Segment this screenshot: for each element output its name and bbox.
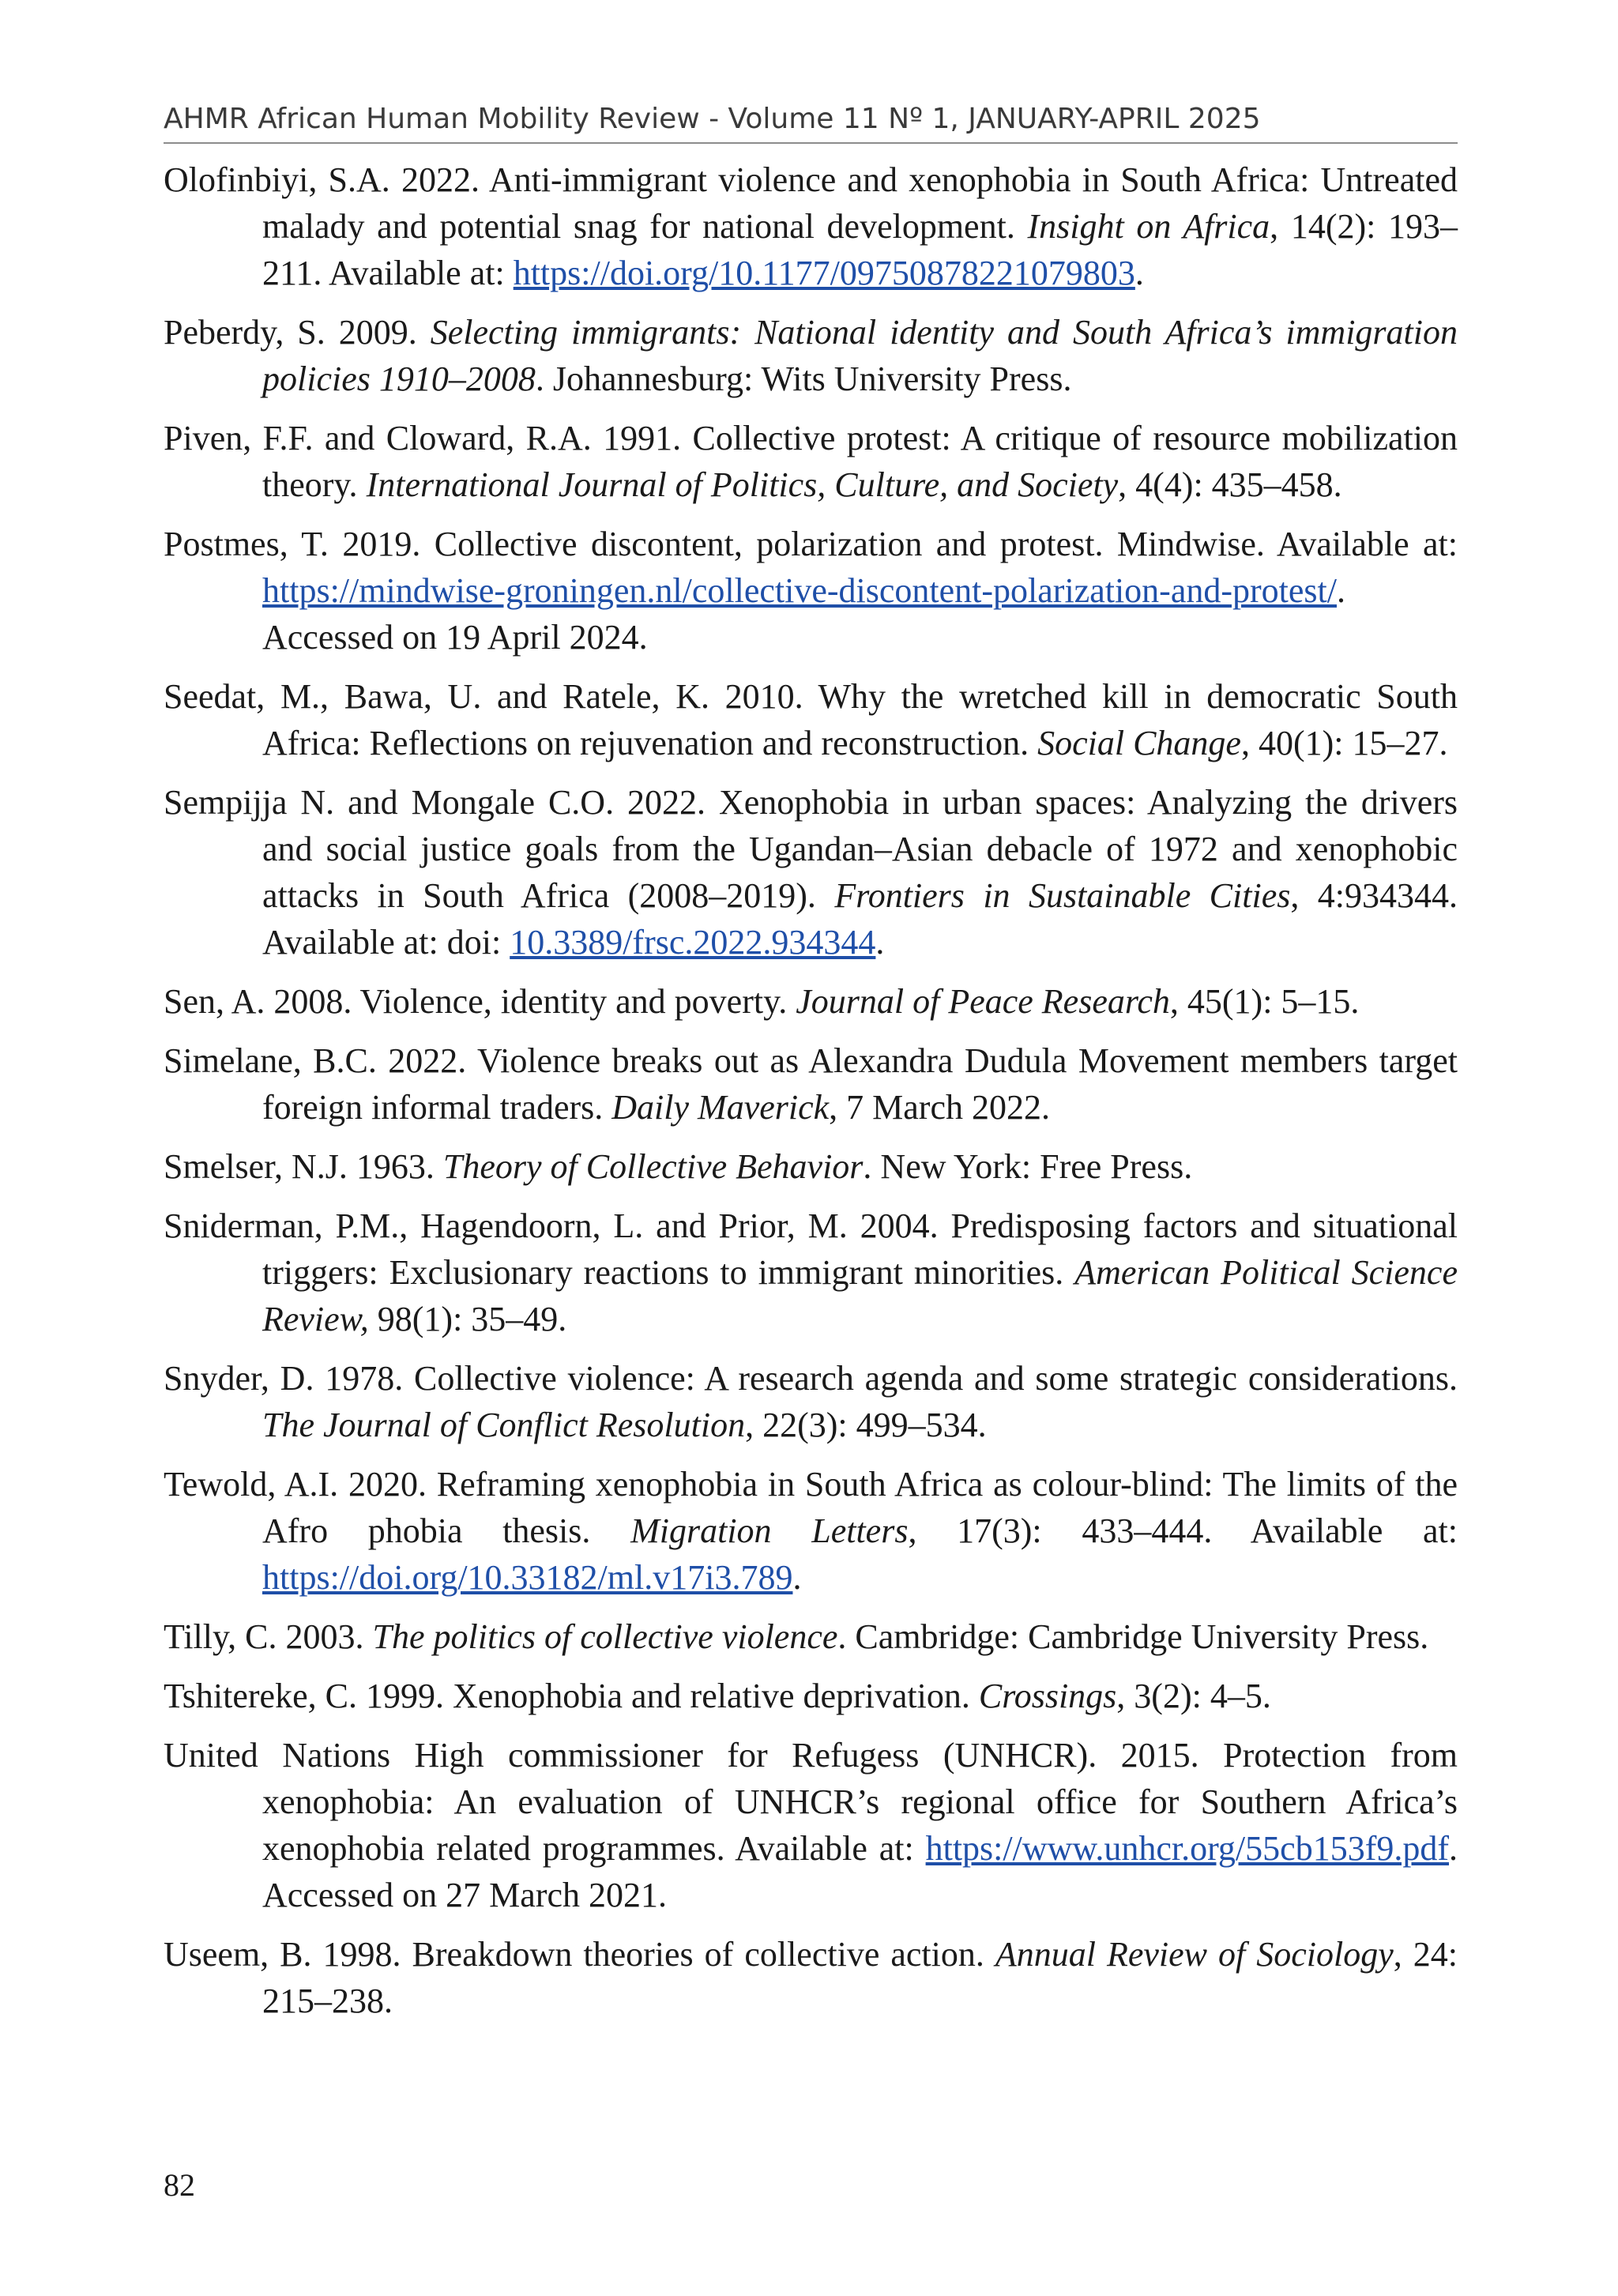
reference-details: , 3(2): 4–5. xyxy=(1116,1677,1271,1715)
reference-details: . Johannesburg: Wits University Press. xyxy=(535,359,1072,398)
reference-text: Sen, A. 2008. Violence, identity and poverty. xyxy=(164,982,796,1021)
reference-text: United Nations High commissioner for Refugess (UNHCR). 2015. Protection from xenophobia: An evaluation of UNHCR’s regional office for Southern Africa’s xenophobia related programmes. Available at: xyxy=(164,1736,1458,1868)
reference-olofinbiyi-2022 xyxy=(164,156,1458,296)
reference-journal: Insight on Africa xyxy=(1027,207,1270,246)
reference-text: Sniderman, P.M., Hagendoorn, L. and Prior, M. 2004. Predisposing factors and situational triggers: Exclusionary reactions to immigrant minorities. xyxy=(164,1206,1458,1292)
reference-peberdy-2009 xyxy=(164,309,1458,402)
reference-end: . xyxy=(1134,254,1144,292)
running-header: AHMR African Human Mobility Review - Volume 11 Nº 1, JANUARY-APRIL 2025 xyxy=(164,103,1261,135)
reference-journal: Migration Letters xyxy=(630,1511,909,1550)
reference-snyder-1978 xyxy=(164,1355,1458,1448)
reference-url-link[interactable]: https://www.unhcr.org/55cb153f9.pdf xyxy=(925,1829,1449,1868)
reference-text: Snyder, D. 1978. Collective violence: A research agenda and some strategic considerations. xyxy=(164,1359,1458,1398)
reference-journal: Daily Maverick xyxy=(611,1088,830,1127)
reference-url-link[interactable]: https://mindwise-groningen.nl/collective-discontent-polarization-and-protest/ xyxy=(262,571,1337,610)
reference-tshitereke-1999 xyxy=(164,1673,1458,1719)
reference-text: Olofinbiyi, S.A. 2022. Anti-immigrant violence and xenophobia in South Africa: Untreated malady and potential snag for national development. xyxy=(164,160,1458,246)
reference-text: Smelser, N.J. 1963. xyxy=(164,1147,443,1186)
reference-details: , 40(1): 15–27. xyxy=(1240,724,1448,762)
reference-details: , 45(1): 5–15. xyxy=(1169,982,1360,1021)
reference-details: , 22(3): 499–534. xyxy=(745,1406,987,1444)
reference-tilly-2003 xyxy=(164,1613,1458,1660)
reference-end: . xyxy=(792,1558,802,1597)
reference-text: Simelane, B.C. 2022. Violence breaks out as Alexandra Dudula Movement members target foreign informal traders. xyxy=(164,1041,1458,1127)
reference-details: 98(1): 35–49. xyxy=(368,1300,567,1338)
reference-tewold-2020 xyxy=(164,1461,1458,1601)
reference-text: Tewold, A.I. 2020. Reframing xenophobia in South Africa as colour-blind: The limits of the Afro phobia thesis. xyxy=(164,1465,1458,1550)
reference-text: Seedat, M., Bawa, U. and Ratele, K. 2010. Why the wretched kill in democratic South Africa: Reflections on rejuvenation and reconstruction. xyxy=(164,677,1458,762)
reference-text: Piven, F.F. and Cloward, R.A. 1991. Collective protest: A critique of resource mobilization theory. xyxy=(164,419,1458,504)
reference-sen-2008 xyxy=(164,978,1458,1025)
reference-details: . New York: Free Press. xyxy=(863,1147,1193,1186)
reference-journal: International Journal of Politics, Culture, and Society xyxy=(366,465,1119,504)
reference-details: , 24: 215–238. xyxy=(262,1935,1458,2020)
reference-list xyxy=(164,156,1458,2037)
reference-doi-link[interactable]: 10.3389/frsc.2022.934344 xyxy=(510,923,876,962)
reference-useem-1998 xyxy=(164,1931,1458,2024)
reference-text: Sempijja N. and Mongale C.O. 2022. Xenophobia in urban spaces: Analyzing the drivers and social justice goals from the Ugandan–Asian debacle of 1972 and xenophobic attacks in South Africa (2008–2019). xyxy=(164,783,1458,915)
reference-journal: Journal of Peace Research xyxy=(796,982,1170,1021)
reference-text: Postmes, T. 2019. Collective discontent, polarization and protest. Mindwise. Available at: xyxy=(164,525,1458,563)
reference-doi-link[interactable]: https://doi.org/10.33182/ml.v17i3.789 xyxy=(262,1558,793,1597)
reference-details: , 4(4): 435–458. xyxy=(1118,465,1342,504)
reference-title: The politics of collective violence xyxy=(372,1617,838,1656)
reference-details: , 7 March 2022. xyxy=(829,1088,1050,1127)
reference-journal: American Political Science Review, xyxy=(262,1253,1458,1338)
reference-details: , 14(2): 193–211. Available at: xyxy=(262,207,1458,292)
page-number: 82 xyxy=(164,2167,195,2203)
reference-details: , 17(3): 433–444. Available at: xyxy=(908,1511,1458,1550)
reference-simelane-2022 xyxy=(164,1037,1458,1131)
reference-journal: Annual Review of Sociology xyxy=(995,1935,1394,1974)
reference-text: Tshitereke, C. 1999. Xenophobia and relative deprivation. xyxy=(164,1677,979,1715)
reference-details: . Cambridge: Cambridge University Press. xyxy=(837,1617,1429,1656)
reference-end: . Accessed on 27 March 2021. xyxy=(262,1829,1458,1914)
header-divider xyxy=(164,142,1458,144)
reference-unhcr-2015 xyxy=(164,1732,1458,1918)
reference-smelser-1963 xyxy=(164,1143,1458,1190)
reference-text: Peberdy, S. 2009. xyxy=(164,313,431,352)
reference-journal: The Journal of Conflict Resolution xyxy=(262,1406,746,1444)
reference-piven-1991 xyxy=(164,415,1458,508)
reference-seedat-2010 xyxy=(164,673,1458,766)
reference-text: Useem, B. 1998. Breakdown theories of collective action. xyxy=(164,1935,995,1974)
reference-journal: Crossings xyxy=(978,1677,1117,1715)
reference-doi-link[interactable]: https://doi.org/10.1177/09750878221079803 xyxy=(513,254,1135,292)
reference-title: Selecting immigrants: National identity and South Africa’s immigration policies 1910–2008 xyxy=(262,313,1458,398)
reference-end: . xyxy=(875,923,885,962)
reference-details: , 4:934344. Available at: doi: xyxy=(262,876,1458,962)
reference-sniderman-2004 xyxy=(164,1203,1458,1342)
reference-title: Theory of Collective Behavior xyxy=(442,1147,864,1186)
reference-journal: Frontiers in Sustainable Cities xyxy=(834,876,1291,915)
reference-text: Tilly, C. 2003. xyxy=(164,1617,373,1656)
reference-sempijja-2022 xyxy=(164,779,1458,965)
reference-end: . Accessed on 19 April 2024. xyxy=(262,571,1345,657)
reference-postmes-2019 xyxy=(164,521,1458,661)
reference-journal: Social Change xyxy=(1037,724,1241,762)
